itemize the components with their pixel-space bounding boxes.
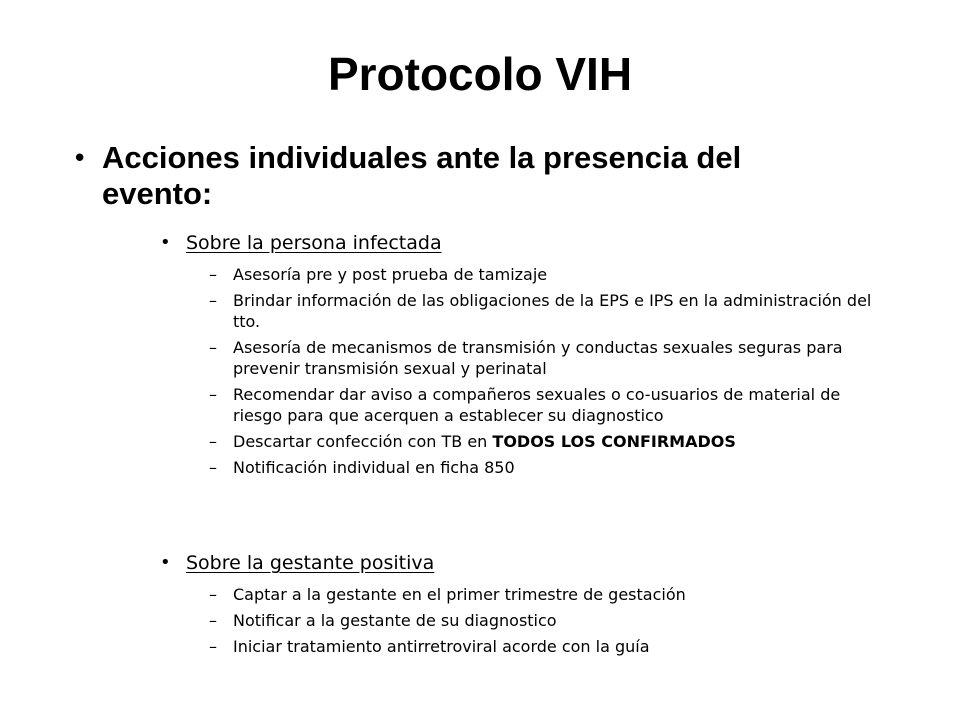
dash-marker: – — [209, 338, 217, 357]
list-item-text-emphasis: TODOS LOS CONFIRMADOS — [492, 432, 736, 451]
dash-marker: – — [209, 291, 217, 310]
dash-marker: – — [209, 432, 217, 451]
list-item-text: Asesoría de mecanismos de transmisión y conductas sexuales seguras para prevenir transmisión sexual y perinatal — [233, 338, 843, 378]
main-bullet-text: Acciones individuales ante la presencia del evento: — [102, 140, 742, 211]
list-item-text: Asesoría pre y post prueba de tamizaje — [233, 265, 548, 284]
list-item — [209, 290, 880, 332]
list-item — [209, 264, 880, 285]
list-item — [209, 584, 880, 605]
list-item-text: Notificación individual en ficha 850 — [233, 458, 515, 477]
list-item-text: Brindar información de las obligaciones de la EPS e IPS en la administración del tto. — [233, 291, 872, 331]
section-gestante-positiva — [160, 549, 880, 657]
dash-marker: – — [209, 585, 217, 604]
list-item — [209, 384, 880, 426]
list-item-text: Notificar a la gestante de su diagnostico — [233, 611, 557, 630]
list-item-text — [233, 431, 873, 452]
section-items — [160, 264, 880, 478]
list-item — [209, 610, 880, 631]
section-heading: Sobre la persona infectada — [186, 232, 442, 254]
list-item — [209, 636, 880, 657]
list-item-text: Captar a la gestante en el primer trimestre de gestación — [233, 585, 686, 604]
list-item-text: Iniciar tratamiento antirretroviral acorde con la guía — [233, 637, 650, 656]
list-item — [209, 337, 880, 379]
bullet-marker: • — [160, 232, 171, 253]
bullet-marker: • — [72, 144, 88, 174]
dash-marker: – — [209, 637, 217, 656]
dash-marker: – — [209, 265, 217, 284]
list-item-text-prefix: Descartar confección con TB en — [233, 432, 493, 451]
list-item — [209, 457, 880, 478]
list-item-text: Recomendar dar aviso a compañeros sexuales o co-usuarios de material de riesgo para que acerquen a establecer su diagnostico — [233, 385, 841, 425]
section-persona-infectada — [160, 229, 880, 478]
list-item — [209, 431, 880, 452]
slide-title: Protocolo VIH — [327, 48, 633, 100]
main-bullet — [72, 140, 882, 212]
bullet-marker: • — [160, 552, 171, 573]
dash-marker: – — [209, 611, 217, 630]
section-items — [160, 584, 880, 657]
dash-marker: – — [209, 458, 217, 477]
dash-marker: – — [209, 385, 217, 404]
section-heading: Sobre la gestante positiva — [186, 552, 435, 574]
